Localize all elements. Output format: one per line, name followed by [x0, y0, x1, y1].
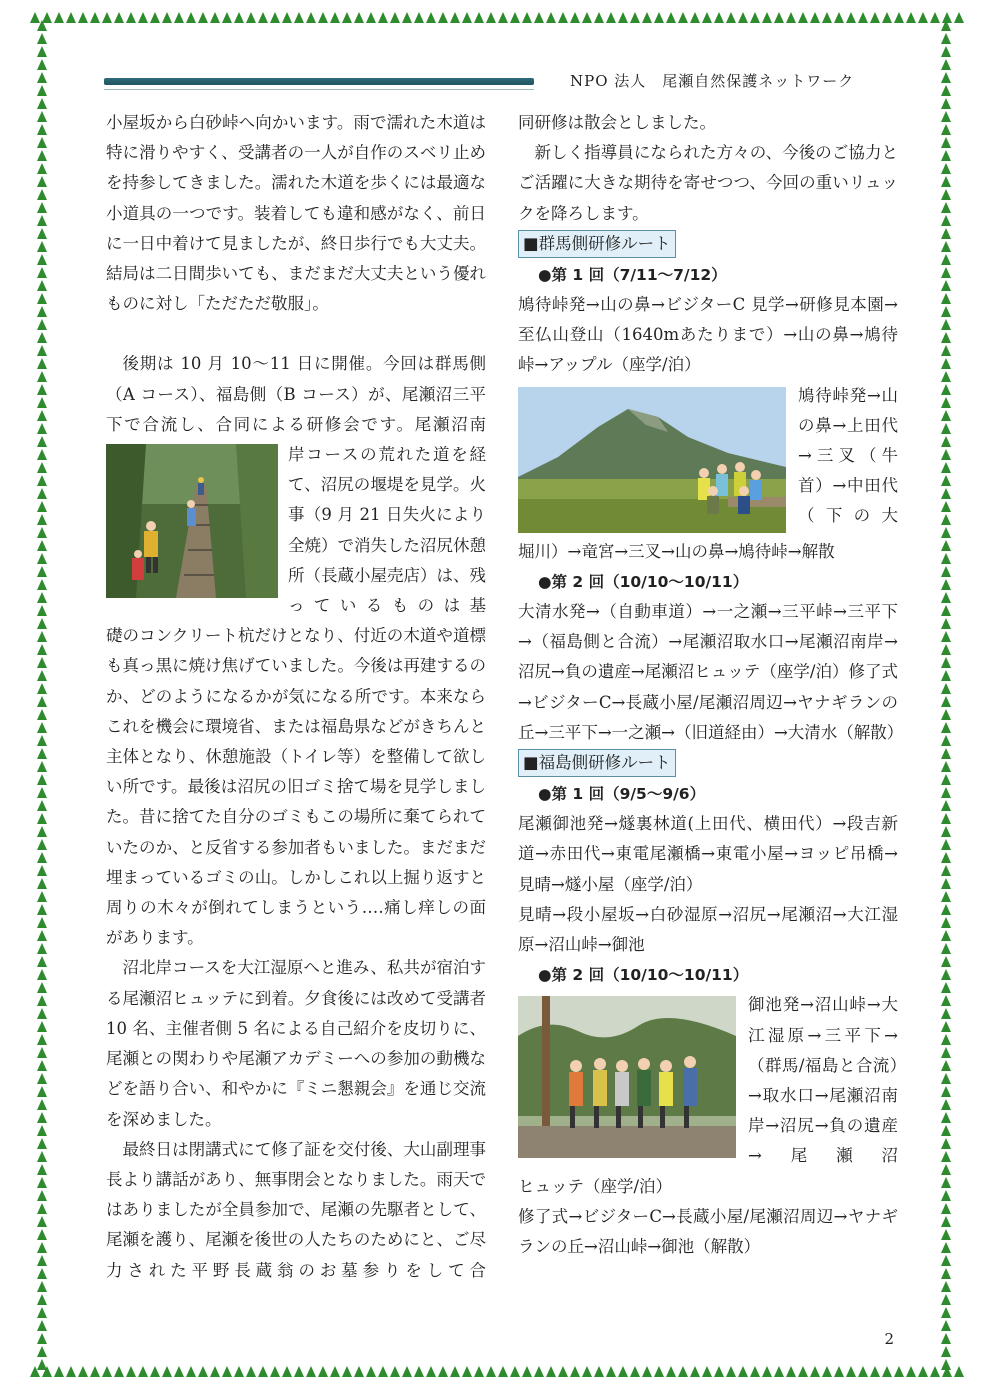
fukushima-day2-label: ●第 2 回（10/10〜10/11） [538, 966, 749, 985]
marsh-group-photo [518, 387, 786, 533]
fukushima-day1-route2: 見晴→段小屋坂→白砂湿原→沼尻→尾瀬沼→大江湿原→沼山峠→御池 [518, 904, 898, 955]
organization-name: NPO 法人 尾瀬自然保護ネットワーク [570, 72, 855, 90]
gunma-day1-route-end: 堀川）→竜宮→三叉→山の鼻→鳩待峠→解散 [518, 541, 835, 561]
boardwalk-group-photo [518, 996, 736, 1158]
tree-border-right [938, 0, 956, 1398]
tree-border-left [34, 0, 52, 1398]
fukushima-day1-route: 尾瀬御池発→燧裏林道(上田代、横田代）→段吉新道→赤田代→東電尾瀬橋→東電小屋→ヨッピ吊橋→見晴→燧小屋（座学/泊） [518, 814, 898, 894]
gunma-day2-label: ●第 2 回（10/10〜10/11） [538, 572, 749, 591]
paragraph-expectations: 新しく指導員になられた方々の、今後のご協力とご活躍に大きな期待を寄せつつ、今回の重いリュックを降ろします。 [518, 143, 898, 223]
header-thin-rule [104, 89, 534, 90]
paragraph-hutte-evening: 沼北岸コースを大江湿原へと進み、私共が宿泊する尾瀬沼ヒュッテに到着。夕食後には改めて受講者 10 名、主催者側 5 名による自己紹介を皮切りに、尾瀬との関わりや尾瀬アカデミーへの参加の動機などを語り合い、和やかに『ミニ懇親会』を通じ交流を深めました。 [106, 958, 486, 1129]
paragraph-late-session-intro: 後期は 10 月 10〜11 日に開催。今回は群馬側（A コース）、福島側（B コース）が、尾瀬沼三平下で合流し、合同による研修会です。尾瀬沼南 [106, 354, 486, 434]
left-column [106, 108, 486, 1286]
section-title-gunma: ■群馬側研修ルート [518, 230, 676, 258]
fukushima-day1-label: ●第 1 回（9/5〜9/6） [538, 785, 706, 804]
paragraph-numajiri-fire: 岸コースの荒れた道を経て、沼尻の堰堤を見学。火事（9 月 21 日失火により全焼）で消失した沼尻休憩所（長蔵小屋売店）は、残っているものは基 [288, 445, 486, 616]
paragraph-numajiri-rest: 礎のコンクリート杭だけとなり、付近の木道や道標も真っ黒に焼け焦げていました。今後は再建するのか、どのようになるかが気になる所です。本来ならこれを機会に環境省、または福島県などがきちんと主体となり、休憩施設（トイレ等）を整備して欲しい所です。最後は沼尻の旧ゴミ捨て場を見学しました。昔に捨てた自分のゴミもこの場所に棄てられていたのか、と反省する参加者もいました。まだまだ埋まっているゴミの山。しかしこれ以上掘り返すと周りの木々が倒れてしまうという‥‥痛し痒しの面があります。 [106, 626, 486, 948]
gunma-day2-route: 大清水発→（自動車道）→一之瀬→三平峠→三平下→（福島側と合流）→尾瀬沼取水口→尾瀬沼南岸→沼尻→負の遺産→尾瀬沼ヒュッテ（座学/泊）修了式→ビジターC→長蔵小屋/尾瀬沼周辺→ヤナギランの丘→三平下→一之瀬→（旧道経由）→大清水（解散） [518, 602, 904, 742]
tree-border-top [0, 10, 990, 28]
page-number: 2 [884, 1330, 894, 1348]
section-title-fukushima: ■福島側研修ルート [518, 749, 676, 777]
gunma-day1-route-next: 鳩待峠発→山の鼻→上田代→三叉（牛首）→中田代（下の大 [798, 385, 898, 526]
fukushima-day2-route3: 修了式→ビジターC→長蔵小屋/尾瀬沼周辺→ヤナギランの丘→沼山峠→御池（解散） [518, 1206, 898, 1257]
right-column [518, 108, 904, 1262]
tree-border-bottom [0, 1364, 990, 1382]
fukushima-day2-route-end: ヒュッテ（座学/泊） [518, 1176, 673, 1196]
header-rule [104, 78, 534, 85]
paragraph-insole: 小屋坂から白砂峠へ向かいます。雨で濡れた木道は特に滑りやすく、受講者の一人が自作のスベリ止めを持参してきました。濡れた木道を歩くには最適な小道具の一つです。装着しても違和感がなく、前日に一日中着けて見ましたが、終日歩行でも大丈夫。結局は二日間歩いても、まだまだ大丈夫という優れものに対し「ただただ敬服」。 [106, 113, 486, 314]
fukushima-day2-route: 御池発→沼山峠→大江湿原→三平下→（群馬/福島と合流）→取水口→尾瀬沼南岸→沼尻→負の遺産→尾瀬沼 [748, 995, 898, 1166]
paragraph-closing: 最終日は閉講式にて修了証を交付後、大山副理事長より講話があり、無事閉会となりました。雨天ではありましたが全員参加で、尾瀬の先駆者として、尾瀬を護り、尾瀬を後世の人たちのためにと、ご尽力された平野長蔵翁のお墓参りをして合 [106, 1139, 486, 1280]
gunma-day1-label: ●第 1 回（7/11〜7/12） [538, 265, 727, 284]
gunma-day1-route: 鳩待峠発→山の鼻→ビジターC 見学→研修見本園→至仏山登山（1640mあたりまで）→山の鼻→鳩待峠→アップル（座学/泊） [518, 295, 898, 375]
boardwalk-hikers-photo [106, 444, 278, 598]
paragraph-dispersal: 同研修は散会としました。 [518, 113, 716, 132]
